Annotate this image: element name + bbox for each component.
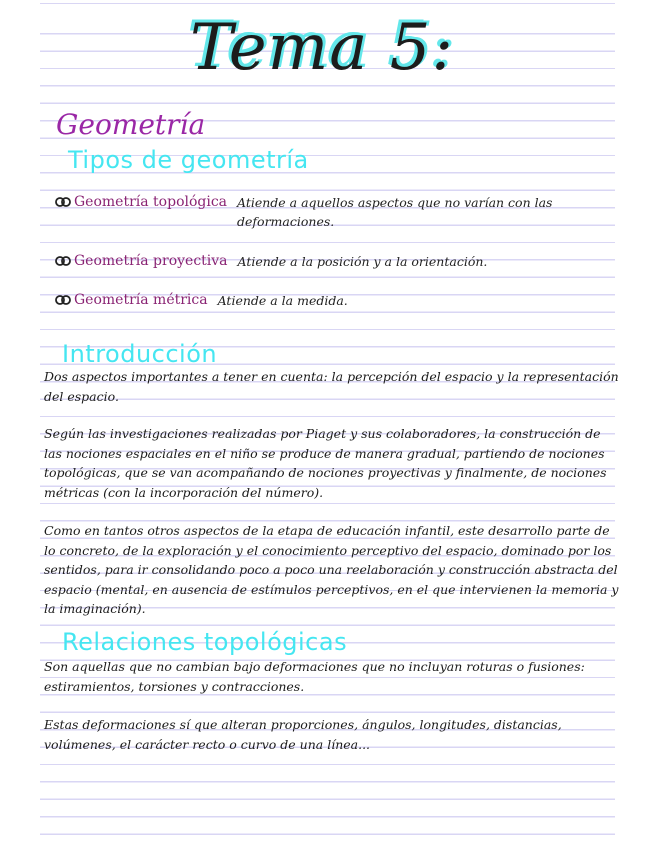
paragraph-intro-1: Dos aspectos importantes a tener en cuenta: la percepción del espacio y la representación del espacio.: [44, 369, 619, 404]
page-title: Tema 5:: [190, 11, 455, 85]
link-icon: [55, 194, 71, 210]
link-icon: [55, 292, 71, 308]
paragraph-intro-2: Según las investigaciones realizadas por Piaget y sus colaboradores, la construcción de las nociones espaciales en el niño se produce de manera gradual, partiendo de nociones topológicas, que se van acompañando de nociones proyectivas y finalmente, de nociones métricas (con la incorporación del número).: [44, 426, 607, 500]
section-title: Geometría: [56, 108, 206, 141]
page-margin-left: [0, 0, 40, 848]
geometry-description: Atiende a aquellos aspectos que no varían con las deformaciones.: [237, 195, 553, 229]
page-margin-right: [615, 0, 655, 848]
geometry-name: Geometría topológica: [74, 194, 228, 210]
heading-introduccion: Introducción: [62, 340, 218, 368]
paragraph-intro-3: Como en tantos otros aspectos de la etapa de educación infantil, este desarrollo parte de lo concreto, de la exploración y el conocimiento perceptivo del espacio, dominado por los sentidos, para ir consolidando poco a poco una reelaboración y construcción abstracta del espacio (mental, en ausencia de estímulos perceptivos, en el que intervienen la memoria y la imaginación).: [44, 523, 619, 616]
geometry-item-metrica: [55, 291, 348, 310]
paragraph-relaciones-1: Son aquellas que no cambian bajo deformaciones que no incluyan roturas o fusiones: estiramientos, torsiones y contracciones.: [44, 659, 585, 694]
geometry-name: Geometría proyectiva: [74, 253, 228, 269]
heading-tipos: Tipos de geometría: [68, 146, 309, 174]
geometry-description: Atiende a la medida.: [217, 293, 348, 308]
geometry-description: Atiende a la posición y a la orientación.: [237, 254, 488, 269]
geometry-item-topologica: [55, 193, 595, 231]
geometry-name: Geometría métrica: [74, 292, 208, 308]
paragraph-relaciones-2: Estas deformaciones sí que alteran proporciones, ángulos, longitudes, distancias, volúmenes, el carácter recto o curvo de una línea...: [44, 717, 562, 752]
geometry-item-proyectiva: [55, 252, 487, 271]
link-icon: [55, 253, 71, 269]
heading-relaciones: Relaciones topológicas: [62, 628, 348, 656]
